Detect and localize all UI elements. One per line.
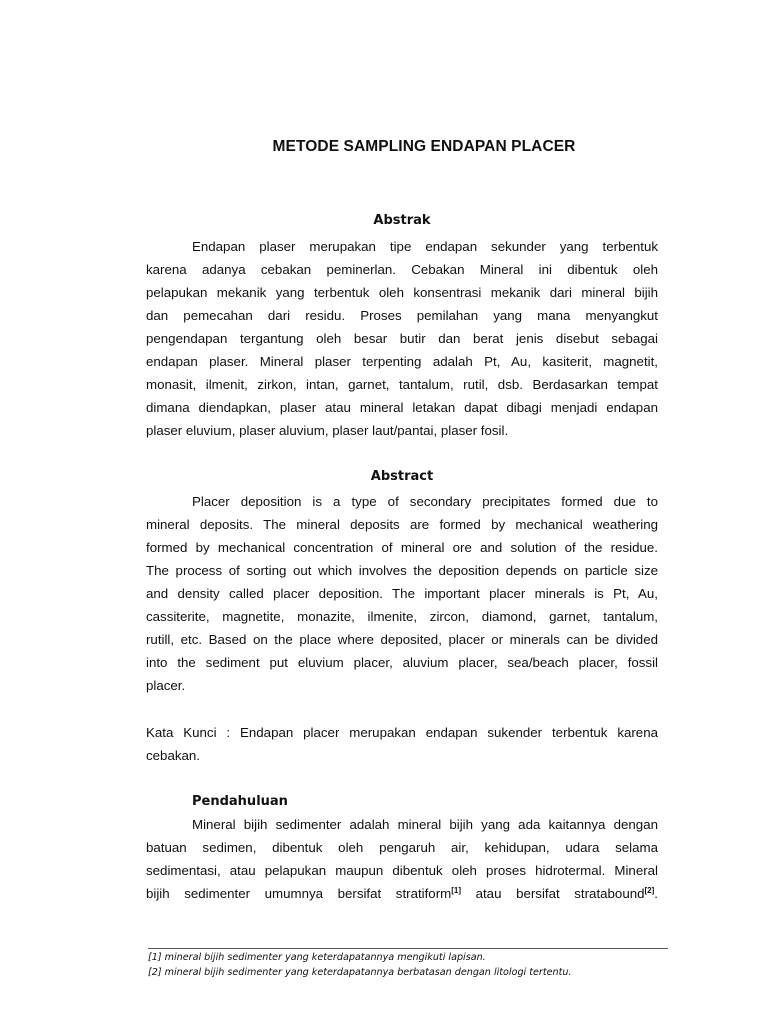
abstrak-line: pengendapan tergantung oleh besar butir dan berat jenis disebut sebagai <box>146 331 658 346</box>
pendahuluan-line: sedimentasi, atau pelapukan maupun dibentuk oleh proses hidrotermal. Mineral <box>146 863 658 878</box>
pendahuluan-heading: Pendahuluan <box>192 794 288 809</box>
abstract-line: and density called placer deposition. The important placer minerals is Pt, Au, <box>146 586 658 601</box>
keywords-line: cebakan. <box>146 748 200 763</box>
abstract-line: Placer deposition is a type of secondary precipitates formed due to <box>192 494 658 509</box>
abstrak-line: monasit, ilmenit, zirkon, intan, garnet, tantalum, rutil, dsb. Berdasarkan tempat <box>146 377 658 392</box>
pendahuluan-line: batuan sedimen, dibentuk oleh pengaruh air, kehidupan, udara selama <box>146 840 658 855</box>
abstrak-line: plaser eluvium, plaser aluvium, plaser laut/pantai, plaser fosil. <box>146 423 509 438</box>
keywords-line: Kata Kunci : Endapan placer merupakan endapan sukender terbentuk karena <box>146 725 658 740</box>
document-title: METODE SAMPLING ENDAPAN PLACER <box>272 138 576 155</box>
pendahuluan-line: Mineral bijih sedimenter adalah mineral bijih yang ada kaitannya dengan <box>192 817 658 832</box>
abstrak-line: karena adanya cebakan peminerlan. Cebakan Mineral ini dibentuk oleh <box>146 262 658 277</box>
footnote-1: [1] mineral bijih sedimenter yang keterdapatannya mengikuti lapisan. <box>148 952 486 963</box>
abstrak-heading: Abstrak <box>373 213 431 228</box>
abstract-line: mineral deposits. The mineral deposits are formed by mechanical weathering <box>146 517 658 532</box>
abstract-line: formed by mechanical concentration of mineral ore and solution of the residue. <box>146 540 658 555</box>
abstrak-paragraph <box>146 235 658 442</box>
abstract-line: placer. <box>146 678 186 693</box>
abstrak-line: dan pemecahan dari residu. Proses pemilahan yang mana menyangkut <box>146 308 658 323</box>
abstrak-line: dimana diendapkan, plaser atau mineral letakan dapat dibagi menjadi endapan <box>146 400 658 415</box>
abstrak-line: Endapan plaser merupakan tipe endapan sekunder yang terbentuk <box>192 239 658 254</box>
pendahuluan-paragraph <box>146 813 658 905</box>
pendahuluan-text: . <box>654 886 658 901</box>
pendahuluan-text: atau bersifat stratabound <box>461 886 645 901</box>
abstract-paragraph <box>146 490 658 697</box>
abstract-line: cassiterite, magnetite, monazite, ilmenite, zircon, diamond, garnet, tantalum, <box>146 609 658 624</box>
footnote-ref-2[interactable]: [2] <box>644 886 655 895</box>
pendahuluan-line <box>146 882 658 905</box>
footnote-2: [2] mineral bijih sedimenter yang keterdapatannya berbatasan dengan litologi tertentu. <box>148 967 572 978</box>
abstract-line: rutill, etc. Based on the place where deposited, placer or minerals can be divided <box>146 632 658 647</box>
abstrak-line: pelapukan mekanik yang terbentuk oleh konsentrasi mekanik dari mineral bijih <box>146 285 658 300</box>
abstrak-line: endapan plaser. Mineral plaser terpenting adalah Pt, Au, kasiterit, magnetit, <box>146 354 658 369</box>
footnote-ref-1[interactable]: [1] <box>451 886 461 895</box>
abstract-heading: Abstract <box>370 469 434 484</box>
keywords-paragraph <box>146 721 658 767</box>
pendahuluan-text: bijih sedimenter umumnya bersifat stratiform <box>146 886 452 901</box>
abstract-line: The process of sorting out which involves the deposition depends on particle size <box>146 563 658 578</box>
abstract-line: into the sediment put eluvium placer, aluvium placer, sea/beach placer, fossil <box>146 655 658 670</box>
footnotes <box>148 948 668 980</box>
